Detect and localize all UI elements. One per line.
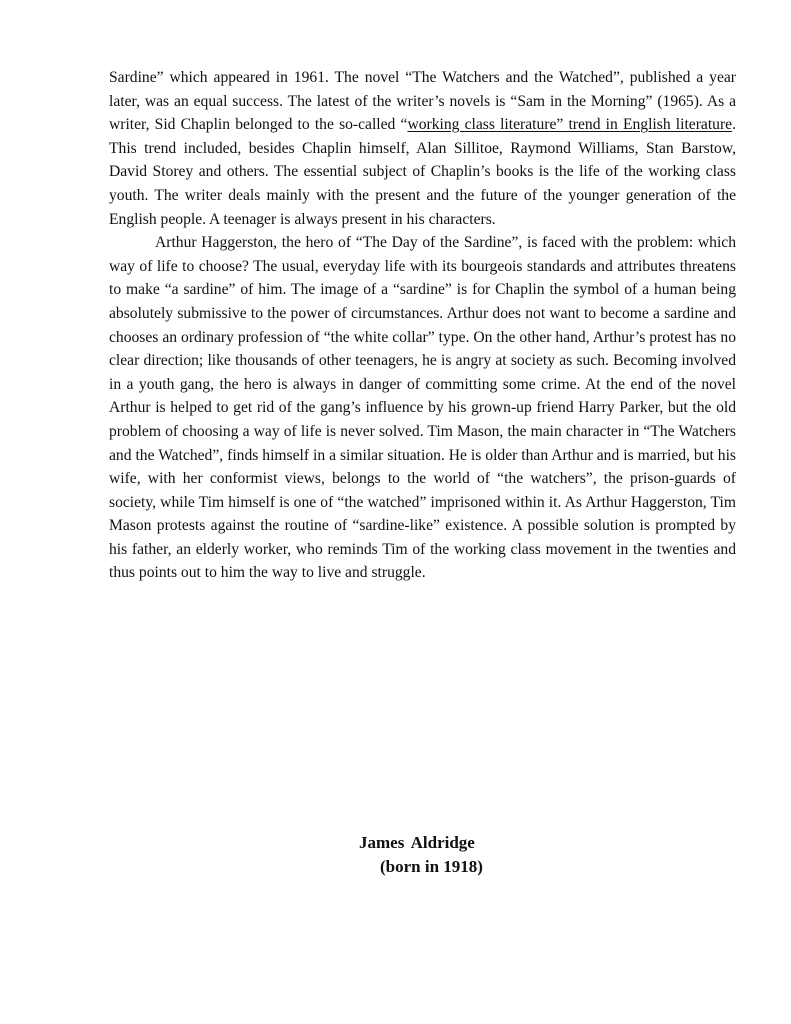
body-text bbox=[109, 66, 736, 585]
paragraph-1-end: . This trend included, besides Chaplin himself, Alan Sillitoe, Raymond Williams, Stan Barstow, David Storey and others. The essential subject of Chaplin’s books is the life of the working class youth. The writer deals mainly with the present and the future of the younger generation of the English people. A teenager is always present in his characters. bbox=[109, 116, 736, 228]
underlined-phrase: working class literature” trend in English literature bbox=[407, 116, 733, 134]
paragraph-2: Arthur Haggerston, the hero of “The Day of the Sardine”, is faced with the problem: which way of life to choose? The usual, everyday life with its bourgeois standards and attributes threatens to make “a sardine” of him. The image of a “sardine” is for Chaplin the symbol of a human being absolutely submissive to the power of circumstances. Arthur does not want to become a sardine and chooses an ordinary profession of “the white collar” type. On the other hand, Arthur’s protest has no clear direction; like thousands of other teenagers, he is angry at society as such. Becoming involved in a youth gang, the hero is always in danger of committing some crime. At the end of the novel Arthur is helped to get rid of the gang’s influence by his grown-up friend Harry Parker, but the old problem of choosing a way of life is never solved. Tim Mason, the main character in “The Watchers and the Watched”, finds himself in a similar situation. He is older than Arthur and is married, but his wife, with her conformist views, belongs to the world of “the watchers”, the prison-guards of society, while Tim himself is one of “the watched” imprisoned within it. As Arthur Haggerston, Tim Mason protests against the routine of “sardine-like” existence. A possible solution is prompted by his father, an elderly worker, who reminds Tim of the working class movement in the twenties and thus points out to him the way to live and struggle. bbox=[109, 234, 736, 582]
paragraph-1 bbox=[109, 66, 736, 231]
section-heading bbox=[359, 831, 483, 879]
author-dates: (born in 1918) bbox=[380, 857, 483, 876]
paragraph-1-start: Sardine” which appeared in 1961. The novel “The Watchers and the Watched”, published a year later, was an equal success. The latest of the writer’s novels is “Sam in the Morning” (1965). As a writer, Sid Chaplin belonged to the so-called “ bbox=[109, 69, 736, 134]
author-name: James Aldridge bbox=[359, 833, 475, 852]
